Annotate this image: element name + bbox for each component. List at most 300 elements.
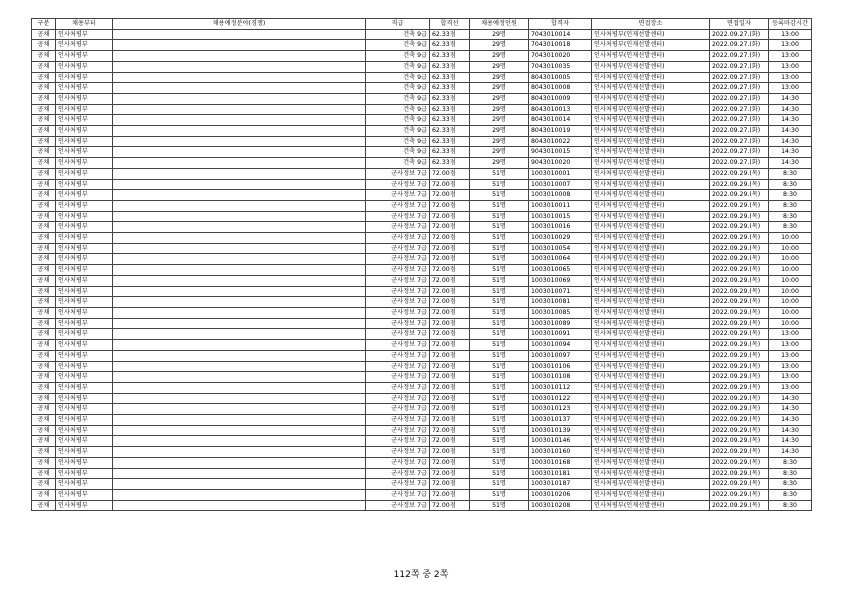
cell-grade: 군사정보 7급 xyxy=(366,265,430,276)
cell-planned-count: 29명 xyxy=(470,61,529,72)
cell-interview-location: 인사처평부(인재선발센터) xyxy=(592,468,710,479)
cell-grade: 군사정보 7급 xyxy=(366,457,430,468)
cell-cutoff-score: 62.33점 xyxy=(430,29,470,40)
cell-field xyxy=(113,222,366,233)
cell-interview-date: 2022.09.27.(화) xyxy=(710,136,769,147)
cell-candidate-number: 1003010069 xyxy=(529,275,592,286)
cell-cutoff-score: 72.00점 xyxy=(430,190,470,201)
cell-grade: 건축 9급 xyxy=(366,61,430,72)
cell-candidate-number: 1003010015 xyxy=(529,211,592,222)
cell-deadline-time: 14:30 xyxy=(769,93,812,104)
cell-grade: 군사정보 7급 xyxy=(366,286,430,297)
cell-grade: 군사정보 7급 xyxy=(366,190,430,201)
cell-cutoff-score: 72.00점 xyxy=(430,254,470,265)
cell-deadline-time: 10:00 xyxy=(769,286,812,297)
cell-category: 공채 xyxy=(32,200,56,211)
cell-interview-location: 인사처평부(인재선발센터) xyxy=(592,286,710,297)
cell-candidate-number: 1003010112 xyxy=(529,382,592,393)
cell-candidate-number: 8043010005 xyxy=(529,72,592,83)
cell-grade: 건축 9급 xyxy=(366,158,430,169)
cell-interview-date: 2022.09.29.(목) xyxy=(710,489,769,500)
cell-planned-count: 51명 xyxy=(470,447,529,458)
cell-planned-count: 51명 xyxy=(470,340,529,351)
cell-grade: 군사정보 7급 xyxy=(366,297,430,308)
cell-candidate-number: 1003010091 xyxy=(529,329,592,340)
cell-cutoff-score: 62.33점 xyxy=(430,115,470,126)
cell-interview-date: 2022.09.29.(목) xyxy=(710,393,769,404)
cell-cutoff-score: 72.00점 xyxy=(430,382,470,393)
cell-category: 공채 xyxy=(32,233,56,244)
cell-candidate-number: 1003010187 xyxy=(529,479,592,490)
cell-category: 공채 xyxy=(32,243,56,254)
cell-deadline-time: 13:00 xyxy=(769,329,812,340)
table-row xyxy=(32,340,812,351)
cell-candidate-number: 8043010009 xyxy=(529,93,592,104)
header-grade: 직급 xyxy=(366,19,430,30)
cell-planned-count: 51명 xyxy=(470,350,529,361)
cell-candidate-number: 8043010013 xyxy=(529,104,592,115)
cell-grade: 군사정보 7급 xyxy=(366,318,430,329)
cell-interview-date: 2022.09.29.(목) xyxy=(710,468,769,479)
cell-field xyxy=(113,500,366,511)
cell-category: 공채 xyxy=(32,457,56,468)
cell-cutoff-score: 72.00점 xyxy=(430,286,470,297)
cell-candidate-number: 1003010011 xyxy=(529,200,592,211)
cell-cutoff-score: 72.00점 xyxy=(430,307,470,318)
cell-interview-location: 인사처평부(인재선발센터) xyxy=(592,136,710,147)
cell-field xyxy=(113,340,366,351)
cell-field xyxy=(113,350,366,361)
table-row xyxy=(32,61,812,72)
cell-category: 공채 xyxy=(32,350,56,361)
cell-interview-location: 인사처평부(인재선발센터) xyxy=(592,307,710,318)
cell-department: 인사처평부 xyxy=(56,286,113,297)
cell-category: 공채 xyxy=(32,307,56,318)
cell-planned-count: 51명 xyxy=(470,211,529,222)
cell-department: 인사처평부 xyxy=(56,126,113,137)
cell-field xyxy=(113,136,366,147)
cell-grade: 건축 9급 xyxy=(366,72,430,83)
cell-planned-count: 51명 xyxy=(470,500,529,511)
cell-deadline-time: 10:00 xyxy=(769,254,812,265)
cell-cutoff-score: 72.00점 xyxy=(430,179,470,190)
cell-field xyxy=(113,265,366,276)
cell-deadline-time: 10:00 xyxy=(769,307,812,318)
cell-candidate-number: 1003010208 xyxy=(529,500,592,511)
cell-cutoff-score: 72.00점 xyxy=(430,265,470,276)
cell-category: 공채 xyxy=(32,40,56,51)
cell-interview-location: 인사처평부(인재선발센터) xyxy=(592,436,710,447)
cell-candidate-number: 1003010016 xyxy=(529,222,592,233)
cell-department: 인사처평부 xyxy=(56,136,113,147)
cell-cutoff-score: 62.33점 xyxy=(430,83,470,94)
cell-interview-date: 2022.09.27.(화) xyxy=(710,93,769,104)
cell-field xyxy=(113,425,366,436)
cell-department: 인사처평부 xyxy=(56,382,113,393)
cell-grade: 건축 9급 xyxy=(366,136,430,147)
cell-category: 공채 xyxy=(32,29,56,40)
cell-deadline-time: 8:30 xyxy=(769,489,812,500)
table-row xyxy=(32,168,812,179)
cell-planned-count: 51명 xyxy=(470,415,529,426)
cell-category: 공채 xyxy=(32,468,56,479)
cell-interview-location: 인사처평부(인재선발센터) xyxy=(592,190,710,201)
table-row xyxy=(32,158,812,169)
cell-planned-count: 51명 xyxy=(470,393,529,404)
cell-field xyxy=(113,104,366,115)
cell-interview-date: 2022.09.29.(목) xyxy=(710,329,769,340)
cell-field xyxy=(113,479,366,490)
cell-interview-location: 인사처평부(인재선발센터) xyxy=(592,233,710,244)
cell-field xyxy=(113,190,366,201)
cell-grade: 건축 9급 xyxy=(366,104,430,115)
cell-planned-count: 51명 xyxy=(470,200,529,211)
cell-candidate-number: 1003010085 xyxy=(529,307,592,318)
table-row xyxy=(32,179,812,190)
cell-department: 인사처평부 xyxy=(56,168,113,179)
cell-interview-date: 2022.09.27.(화) xyxy=(710,29,769,40)
cell-planned-count: 51명 xyxy=(470,372,529,383)
cell-interview-date: 2022.09.27.(화) xyxy=(710,104,769,115)
cell-interview-date: 2022.09.29.(목) xyxy=(710,457,769,468)
cell-category: 공채 xyxy=(32,51,56,62)
cell-interview-date: 2022.09.29.(목) xyxy=(710,340,769,351)
cell-field xyxy=(113,489,366,500)
cell-interview-location: 인사처평부(인재선발센터) xyxy=(592,500,710,511)
table-row xyxy=(32,382,812,393)
cell-grade: 군사정보 7급 xyxy=(366,275,430,286)
cell-interview-location: 인사처평부(인재선발센터) xyxy=(592,318,710,329)
cell-category: 공채 xyxy=(32,265,56,276)
cell-interview-location: 인사처평부(인재선발센터) xyxy=(592,254,710,265)
cell-cutoff-score: 72.00점 xyxy=(430,468,470,479)
cell-planned-count: 51명 xyxy=(470,307,529,318)
table-row xyxy=(32,489,812,500)
cell-category: 공채 xyxy=(32,104,56,115)
page-number: 112쪽 중 2쪽 xyxy=(393,570,449,580)
cell-cutoff-score: 72.00점 xyxy=(430,222,470,233)
cell-interview-date: 2022.09.29.(목) xyxy=(710,447,769,458)
cell-interview-date: 2022.09.29.(목) xyxy=(710,211,769,222)
cell-planned-count: 51명 xyxy=(470,479,529,490)
cell-candidate-number: 1003010097 xyxy=(529,350,592,361)
cell-category: 공채 xyxy=(32,275,56,286)
cell-category: 공채 xyxy=(32,415,56,426)
table-row xyxy=(32,479,812,490)
cell-interview-location: 인사처평부(인재선발센터) xyxy=(592,329,710,340)
cell-grade: 군사정보 7급 xyxy=(366,200,430,211)
cell-grade: 군사정보 7급 xyxy=(366,168,430,179)
cell-interview-location: 인사처평부(인재선발센터) xyxy=(592,361,710,372)
cell-cutoff-score: 72.00점 xyxy=(430,447,470,458)
cell-interview-date: 2022.09.29.(목) xyxy=(710,307,769,318)
cell-planned-count: 29명 xyxy=(470,147,529,158)
cell-deadline-time: 13:00 xyxy=(769,361,812,372)
cell-deadline-time: 10:00 xyxy=(769,243,812,254)
cell-cutoff-score: 72.00점 xyxy=(430,415,470,426)
cell-cutoff-score: 62.33점 xyxy=(430,104,470,115)
cell-deadline-time: 14:30 xyxy=(769,104,812,115)
cell-category: 공채 xyxy=(32,382,56,393)
results-table xyxy=(31,18,812,511)
cell-deadline-time: 14:30 xyxy=(769,136,812,147)
cell-interview-location: 인사처평부(인재선발센터) xyxy=(592,179,710,190)
cell-interview-location: 인사처평부(인재선발센터) xyxy=(592,222,710,233)
cell-deadline-time: 8:30 xyxy=(769,200,812,211)
cell-cutoff-score: 72.00점 xyxy=(430,168,470,179)
cell-field xyxy=(113,51,366,62)
cell-department: 인사처평부 xyxy=(56,190,113,201)
cell-grade: 군사정보 7급 xyxy=(366,211,430,222)
cell-department: 인사처평부 xyxy=(56,393,113,404)
cell-candidate-number: 1003010094 xyxy=(529,340,592,351)
cell-category: 공채 xyxy=(32,222,56,233)
cell-field xyxy=(113,404,366,415)
cell-cutoff-score: 72.00점 xyxy=(430,361,470,372)
table-row xyxy=(32,425,812,436)
cell-planned-count: 29명 xyxy=(470,83,529,94)
cell-interview-date: 2022.09.29.(목) xyxy=(710,436,769,447)
cell-field xyxy=(113,447,366,458)
cell-deadline-time: 13:00 xyxy=(769,72,812,83)
cell-field xyxy=(113,200,366,211)
cell-deadline-time: 13:00 xyxy=(769,340,812,351)
cell-department: 인사처평부 xyxy=(56,61,113,72)
cell-deadline-time: 10:00 xyxy=(769,275,812,286)
cell-deadline-time: 13:00 xyxy=(769,350,812,361)
cell-planned-count: 51명 xyxy=(470,243,529,254)
cell-department: 인사처평부 xyxy=(56,29,113,40)
cell-planned-count: 51명 xyxy=(470,361,529,372)
cell-department: 인사처평부 xyxy=(56,72,113,83)
table-row xyxy=(32,200,812,211)
cell-interview-date: 2022.09.29.(목) xyxy=(710,425,769,436)
header-cutoff-score: 합격선 xyxy=(430,19,470,30)
cell-planned-count: 29명 xyxy=(470,158,529,169)
cell-candidate-number: 1003010108 xyxy=(529,372,592,383)
cell-grade: 군사정보 7급 xyxy=(366,382,430,393)
cell-field xyxy=(113,254,366,265)
table-row xyxy=(32,265,812,276)
cell-interview-date: 2022.09.29.(목) xyxy=(710,254,769,265)
cell-interview-date: 2022.09.27.(화) xyxy=(710,61,769,72)
cell-department: 인사처평부 xyxy=(56,436,113,447)
cell-field xyxy=(113,29,366,40)
cell-candidate-number: 1003010181 xyxy=(529,468,592,479)
cell-category: 공채 xyxy=(32,72,56,83)
cell-field xyxy=(113,72,366,83)
cell-interview-date: 2022.09.29.(목) xyxy=(710,222,769,233)
cell-candidate-number: 1003010146 xyxy=(529,436,592,447)
cell-field xyxy=(113,372,366,383)
cell-interview-location: 인사처평부(인재선발센터) xyxy=(592,415,710,426)
cell-department: 인사처평부 xyxy=(56,265,113,276)
cell-field xyxy=(113,361,366,372)
cell-cutoff-score: 72.00점 xyxy=(430,275,470,286)
cell-interview-location: 인사처평부(인재선발센터) xyxy=(592,72,710,83)
cell-department: 인사처평부 xyxy=(56,404,113,415)
table-row xyxy=(32,275,812,286)
cell-interview-location: 인사처평부(인재선발센터) xyxy=(592,457,710,468)
cell-candidate-number: 1003010029 xyxy=(529,233,592,244)
cell-interview-date: 2022.09.29.(목) xyxy=(710,404,769,415)
cell-planned-count: 51명 xyxy=(470,468,529,479)
cell-interview-date: 2022.09.29.(목) xyxy=(710,190,769,201)
cell-department: 인사처평부 xyxy=(56,115,113,126)
cell-department: 인사처평부 xyxy=(56,147,113,158)
cell-cutoff-score: 62.33점 xyxy=(430,147,470,158)
cell-grade: 군사정보 7급 xyxy=(366,404,430,415)
table-row xyxy=(32,404,812,415)
cell-department: 인사처평부 xyxy=(56,200,113,211)
cell-interview-location: 인사처평부(인재선발센터) xyxy=(592,350,710,361)
cell-category: 공채 xyxy=(32,168,56,179)
cell-department: 인사처평부 xyxy=(56,329,113,340)
cell-interview-date: 2022.09.29.(목) xyxy=(710,200,769,211)
cell-department: 인사처평부 xyxy=(56,500,113,511)
cell-interview-date: 2022.09.29.(목) xyxy=(710,500,769,511)
cell-interview-location: 인사처평부(인재선발센터) xyxy=(592,51,710,62)
cell-grade: 건축 9급 xyxy=(366,83,430,94)
cell-planned-count: 29명 xyxy=(470,40,529,51)
cell-department: 인사처평부 xyxy=(56,222,113,233)
table-row xyxy=(32,393,812,404)
cell-grade: 건축 9급 xyxy=(366,115,430,126)
cell-field xyxy=(113,83,366,94)
cell-category: 공채 xyxy=(32,447,56,458)
cell-category: 공채 xyxy=(32,372,56,383)
cell-interview-date: 2022.09.29.(목) xyxy=(710,243,769,254)
table-row xyxy=(32,40,812,51)
cell-deadline-time: 8:30 xyxy=(769,179,812,190)
cell-field xyxy=(113,297,366,308)
cell-deadline-time: 13:00 xyxy=(769,61,812,72)
cell-cutoff-score: 72.00점 xyxy=(430,329,470,340)
cell-deadline-time: 14:30 xyxy=(769,115,812,126)
cell-category: 공채 xyxy=(32,436,56,447)
table-row xyxy=(32,126,812,137)
cell-department: 인사처평부 xyxy=(56,40,113,51)
cell-department: 인사처평부 xyxy=(56,104,113,115)
cell-category: 공채 xyxy=(32,83,56,94)
cell-interview-location: 인사처평부(인재선발센터) xyxy=(592,168,710,179)
cell-deadline-time: 14:30 xyxy=(769,158,812,169)
cell-candidate-number: 9043010015 xyxy=(529,147,592,158)
table-row xyxy=(32,147,812,158)
cell-candidate-number: 1003010001 xyxy=(529,168,592,179)
cell-grade: 군사정보 7급 xyxy=(366,489,430,500)
cell-interview-location: 인사처평부(인재선발센터) xyxy=(592,393,710,404)
cell-department: 인사처평부 xyxy=(56,179,113,190)
cell-deadline-time: 14:30 xyxy=(769,404,812,415)
cell-grade: 군사정보 7급 xyxy=(366,393,430,404)
cell-interview-location: 인사처평부(인재선발센터) xyxy=(592,211,710,222)
table-row xyxy=(32,136,812,147)
cell-candidate-number: 1003010081 xyxy=(529,297,592,308)
cell-interview-location: 인사처평부(인재선발센터) xyxy=(592,297,710,308)
cell-cutoff-score: 72.00점 xyxy=(430,479,470,490)
cell-grade: 군사정보 7급 xyxy=(366,254,430,265)
cell-interview-location: 인사처평부(인재선발센터) xyxy=(592,115,710,126)
cell-interview-date: 2022.09.29.(목) xyxy=(710,286,769,297)
cell-interview-location: 인사처평부(인재선발센터) xyxy=(592,404,710,415)
table-row xyxy=(32,436,812,447)
cell-planned-count: 51명 xyxy=(470,404,529,415)
header-planned-count: 채용예정인원 xyxy=(470,19,529,30)
cell-category: 공채 xyxy=(32,286,56,297)
cell-grade: 군사정보 7급 xyxy=(366,479,430,490)
cell-interview-date: 2022.09.29.(목) xyxy=(710,318,769,329)
cell-category: 공채 xyxy=(32,340,56,351)
table-row xyxy=(32,190,812,201)
cell-category: 공채 xyxy=(32,489,56,500)
cell-category: 공채 xyxy=(32,500,56,511)
cell-planned-count: 29명 xyxy=(470,72,529,83)
cell-category: 공채 xyxy=(32,318,56,329)
cell-deadline-time: 13:00 xyxy=(769,51,812,62)
cell-department: 인사처평부 xyxy=(56,254,113,265)
cell-interview-date: 2022.09.27.(화) xyxy=(710,40,769,51)
cell-grade: 군사정보 7급 xyxy=(366,447,430,458)
cell-field xyxy=(113,168,366,179)
header-field: 채용예정분야(경쟁) xyxy=(113,19,366,30)
cell-planned-count: 51명 xyxy=(470,254,529,265)
cell-interview-date: 2022.09.29.(목) xyxy=(710,361,769,372)
cell-cutoff-score: 72.00점 xyxy=(430,297,470,308)
cell-field xyxy=(113,382,366,393)
cell-planned-count: 51명 xyxy=(470,436,529,447)
table-row xyxy=(32,468,812,479)
cell-grade: 군사정보 7급 xyxy=(366,425,430,436)
cell-department: 인사처평부 xyxy=(56,297,113,308)
cell-interview-date: 2022.09.29.(목) xyxy=(710,265,769,276)
table-row xyxy=(32,500,812,511)
cell-department: 인사처평부 xyxy=(56,361,113,372)
cell-grade: 건축 9급 xyxy=(366,29,430,40)
cell-department: 인사처평부 xyxy=(56,447,113,458)
cell-interview-location: 인사처평부(인재선발센터) xyxy=(592,93,710,104)
cell-candidate-number: 8043010014 xyxy=(529,115,592,126)
cell-category: 공채 xyxy=(32,115,56,126)
cell-category: 공채 xyxy=(32,425,56,436)
cell-grade: 건축 9급 xyxy=(366,93,430,104)
header-row xyxy=(32,19,812,30)
cell-planned-count: 51명 xyxy=(470,297,529,308)
table-row xyxy=(32,211,812,222)
cell-deadline-time: 13:00 xyxy=(769,382,812,393)
cell-interview-location: 인사처평부(인재선발센터) xyxy=(592,200,710,211)
cell-field xyxy=(113,93,366,104)
cell-interview-location: 인사처평부(인재선발센터) xyxy=(592,340,710,351)
cell-grade: 군사정보 7급 xyxy=(366,329,430,340)
cell-deadline-time: 14:30 xyxy=(769,415,812,426)
cell-planned-count: 29명 xyxy=(470,126,529,137)
cell-planned-count: 51명 xyxy=(470,179,529,190)
cell-category: 공채 xyxy=(32,93,56,104)
cell-interview-location: 인사처평부(인재선발센터) xyxy=(592,382,710,393)
cell-department: 인사처평부 xyxy=(56,425,113,436)
cell-cutoff-score: 72.00점 xyxy=(430,211,470,222)
table-row xyxy=(32,297,812,308)
cell-department: 인사처평부 xyxy=(56,340,113,351)
table-row xyxy=(32,83,812,94)
cell-field xyxy=(113,126,366,137)
cell-deadline-time: 8:30 xyxy=(769,222,812,233)
cell-department: 인사처평부 xyxy=(56,479,113,490)
cell-field xyxy=(113,457,366,468)
cell-interview-date: 2022.09.29.(목) xyxy=(710,372,769,383)
cell-deadline-time: 14:30 xyxy=(769,147,812,158)
